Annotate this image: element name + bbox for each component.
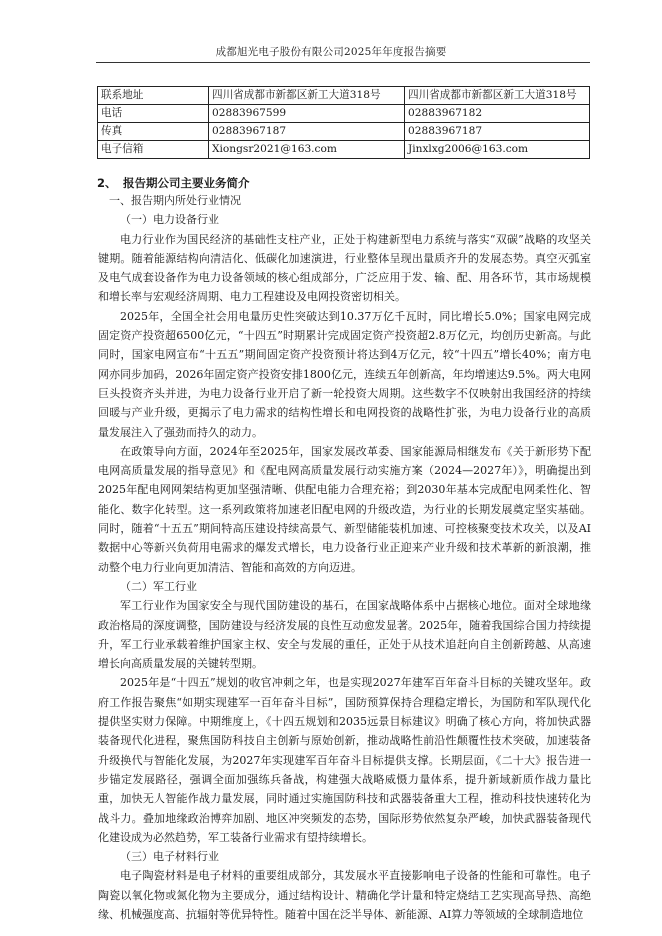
table-cell-representative: Jinxlxg2006@163.com xyxy=(405,141,590,159)
industry-heading-power: （一）电力设备行业 xyxy=(120,213,219,227)
contact-table xyxy=(97,86,590,159)
table-cell-representative: 四川省成都市新都区新工大道318号 xyxy=(405,87,590,105)
table-row xyxy=(98,123,590,141)
table-cell-label: 传真 xyxy=(98,123,209,141)
section-title: 报告期公司主要业务简介 xyxy=(123,176,250,190)
paragraph: 电子陶瓷材料是电子材料的重要组成部分，其发展水平直接影响电子设备的性能和可靠性。电子陶瓷以氧化物或氮化物为主要成分，通过结构设计、精确化学计量和特定烧结工艺实现高导热、高绝缘、机械强度高、抗辐射等优异特性。随着中国在泛半导体、新能源、AI算力等领域的全球制造地位 xyxy=(98,869,591,921)
header-divider xyxy=(96,62,590,63)
section-heading xyxy=(97,175,250,191)
table-cell-secretary: Xiongsr2021@163.com xyxy=(209,141,405,159)
table-cell-secretary: 四川省成都市新都区新工大道318号 xyxy=(209,87,405,105)
industry-heading-materials: （三）电子材料行业 xyxy=(120,850,219,864)
paragraph: 军工行业作为国家安全与现代国防建设的基石，在国家战略体系中占据核心地位。面对全球地缘政治格局的深度调整，国防建设与经济发展的良性互动愈发显著。2025年，随着我国综合国力持续提升，军工行业承载着维护国家主权、安全与发展的重任，正处于从技术追赶向自主创新跨越、从高速增长向高质量发展的关键转型期。 xyxy=(98,599,591,671)
table-cell-representative: 02883967187 xyxy=(405,123,590,141)
table-cell-label: 联系地址 xyxy=(98,87,209,105)
body-text xyxy=(98,191,591,924)
page-header: 成都旭光电子股份有限公司2025年年度报告摘要 xyxy=(215,46,447,58)
paragraph: 2025年是“十四五”规划的收官冲刺之年，也是实现2027年建军百年奋斗目标的关键攻坚年。政府工作报告聚焦“如期实现建军一百年奋斗目标”，国防预算保持合理稳定增长，为国防和军队现代化提供坚实财力保障。中期维度上，《十四五规划和2035远景目标建议》明确了核心方向，将加快武器装备现代化进程，聚焦国防科技自主创新与原始创新，推动战略性前沿性颠覆性技术突破，加速装备升级换代与智能化发展，为2027年实现建军百年奋斗目标提供支撑。长期层面，《二十大》报告进一步锚定发展路径，强调全面加强练兵备战，构建强大战略威慑力量体系，提升新域新质作战力量比重，加快无人智能作战力量发展，同时通过实施国防科技和武器装备重大工程，推动科技快速转化为战斗力。叠加地缘政治博弈加剧、地区冲突频发的态势，国际形势依然复杂严峻，加快武器装备现代化建设成为必然趋势，军工装备行业需求有望持续增长。 xyxy=(98,676,591,844)
paragraph: 在政策导向方面，2024年至2025年，国家发展改革委、国家能源局相继发布《关于新形势下配电网高质量发展的指导意见》和《配电网高质量发展行动实施方案（2024—2027年）》，明确提出到2025年配电网网架结构更加坚强清晰、供配电能力合理充裕；到2030年基本完成配电网柔性化、智能化、数字化转型。这一系列政策将加速老旧配电网的升级改造，为行业的长期发展奠定坚实基础。同时，随着“十五五”期间特高压建设持续高景气、新型储能装机加速、可控核聚变技术攻关，以及AI数据中心等新兴负荷用电需求的爆发式增长，电力设备行业正迎来产业升级和技术革新的新浪潮，推动整个电力行业向更加清洁、智能和高效的方向迈进。 xyxy=(98,444,591,574)
table-cell-secretary: 02883967599 xyxy=(209,105,405,123)
section-number: 2、 xyxy=(97,176,117,190)
industry-heading-military: （二）军工行业 xyxy=(120,579,197,593)
subsection-heading: 一、报告期内所处行业情况 xyxy=(109,194,241,207)
table-row xyxy=(98,141,590,159)
table-row xyxy=(98,87,590,105)
paragraph: 电力行业作为国民经济的基础性支柱产业，正处于构建新型电力系统与落实“双碳”战略的攻坚关键期。随着能源结构向清洁化、低碳化加速演进，行业整体呈现出量质齐升的发展态势。真空灭弧室及电气成套设备作为电力设备领域的核心组成部分，广泛应用于发、输、配、用各环节，其市场规模和增长率与宏观经济周期、电力工程建设及电网投资密切相关。 xyxy=(98,232,591,304)
table-cell-representative: 02883967182 xyxy=(405,105,590,123)
table-cell-label: 电子信箱 xyxy=(98,141,209,159)
paragraph: 2025年，全国全社会用电量历史性突破达到10.37万亿千瓦时，同比增长5.0%；国家电网完成固定资产投资超6500亿元，“十四五”时期累计完成固定资产投资超2.8万亿元，均创历史新高。与此同时，国家电网宣布“十五五”期间固定资产投资预计将达到4万亿元，较“十四五”增长40%；南方电网亦同步加码，2026年固定资产投资安排1800亿元，连续五年创新高，年均增速达9.5%。两大电网巨头投资齐头并进，为电力设备行业开启了新一轮投资大周期。这些数字不仅映射出我国经济的持续回暖与产业升级，更揭示了电力需求的结构性增长和电网投资的战略性扩张，为电力设备行业的高质量发展注入了强劲而持久的动力。 xyxy=(98,309,591,439)
table-cell-secretary: 02883967187 xyxy=(209,123,405,141)
table-cell-label: 电话 xyxy=(98,105,209,123)
table-row xyxy=(98,105,590,123)
